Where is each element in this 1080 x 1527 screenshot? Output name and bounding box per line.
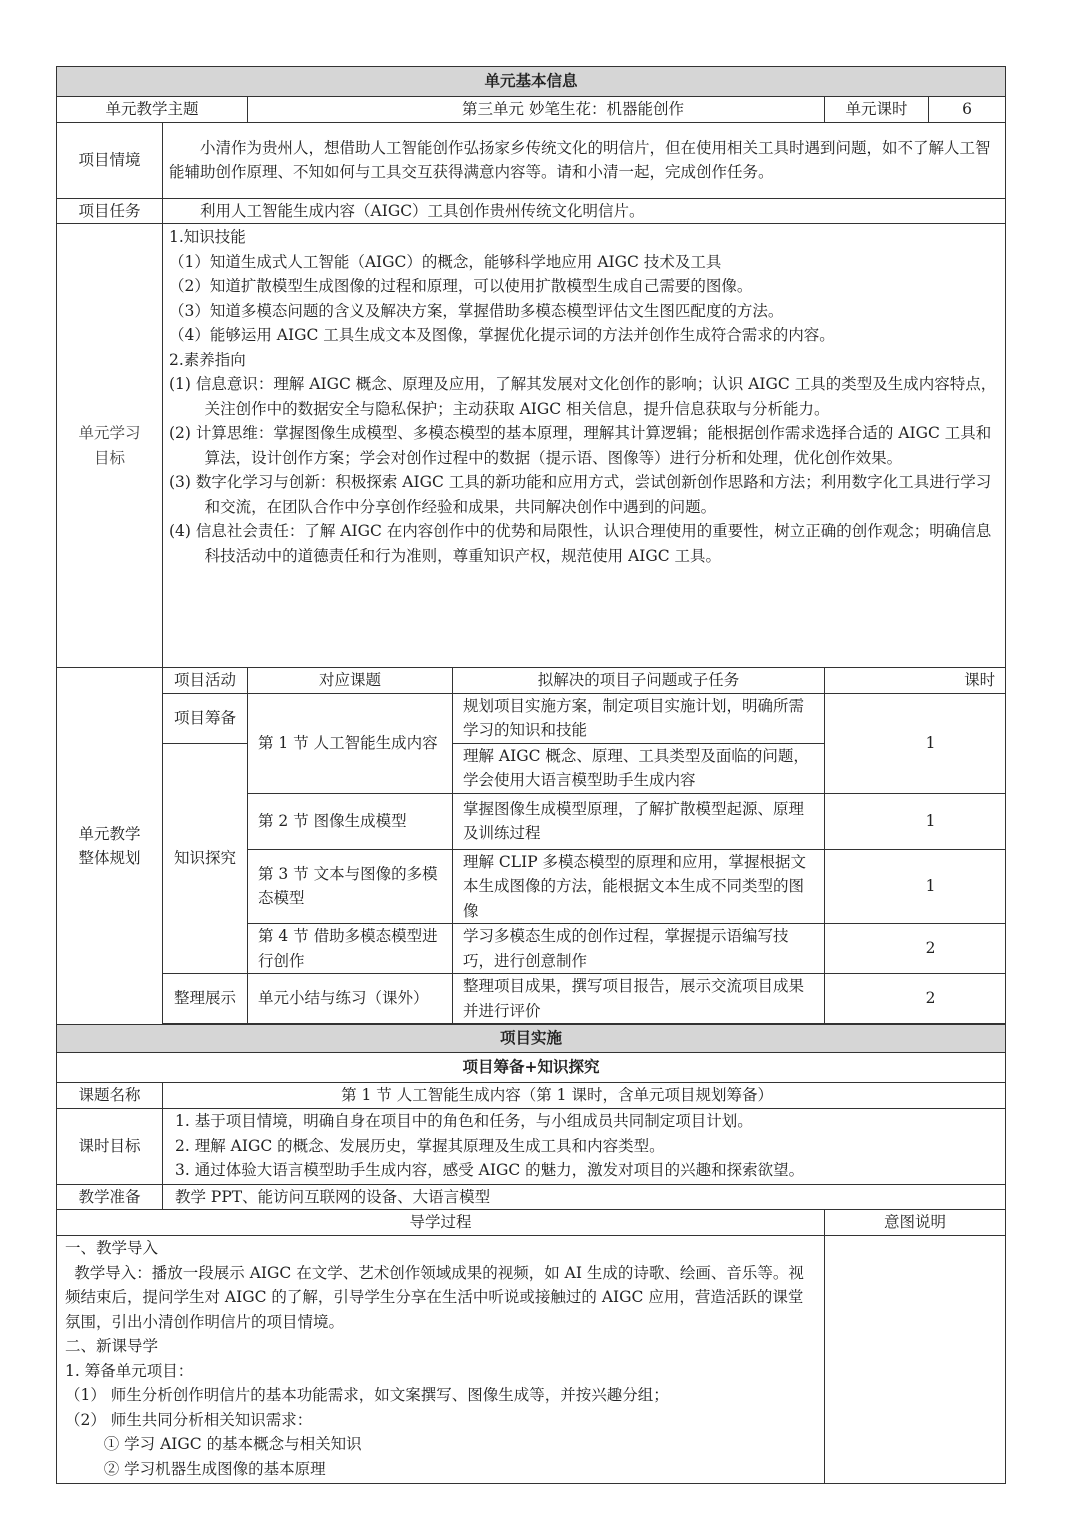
- intent-content: [825, 1236, 1006, 1484]
- literacy-item-1: (1) 信息意识：理解 AIGC 概念、原理及应用，了解其发展对文化创作的影响；认识 AIGC 工具的类型及生成内容特点，关注创作中的数据安全与隐私保护；主动获取 AIGC 相关信息，提升信息获取与分析能力。: [169, 375, 997, 418]
- plan-header-activity: 项目活动: [163, 668, 248, 694]
- step-1-title: 1. 筹备单元项目：: [65, 1361, 194, 1380]
- knowledge-item-1: （1）知道生成式人工智能（AIGC）的概念，能够科学地应用 AIGC 技术及工具: [169, 252, 722, 271]
- teaching-prep-value: 教学 PPT、能访问互联网的设备、大语言模型: [163, 1184, 1006, 1210]
- plan-lesson-5: 单元小结与练习（课外）: [248, 974, 453, 1024]
- task-paragraph: 利用人工智能生成内容（AIGC）工具创作贵州传统文化明信片。: [200, 201, 645, 220]
- intro-text: 教学导入：播放一段展示 AIGC 在文学、艺术创作领域成果的视频，如 AI 生成的诗歌、绘画、音乐等。视频结束后，提问学生对 AIGC 的了解，引导学生分享在生活中听说或接触过的 AIGC 应用，营造活跃的课堂氛围，引出小清创作明信片的项目情境。: [65, 1263, 804, 1331]
- plan-label: [57, 668, 163, 1025]
- plan-header-hours: 课时: [825, 668, 1006, 694]
- plan-task-3: 理解 CLIP 多模态模型的原理和应用，掌握根据文本生成图像的方法，能根据文本生成不同类型的图像: [453, 849, 825, 924]
- lesson-goal-label: 课时目标: [57, 1108, 163, 1184]
- document: [56, 66, 1005, 1484]
- new-lesson-title: 二、新课导学: [65, 1337, 159, 1355]
- situation-text: [163, 122, 1006, 198]
- activity-prep: 项目筹备: [163, 693, 248, 743]
- step-1-item-2: ② 学习机器生成图像的基本原理: [103, 1459, 326, 1478]
- plan-label-text: 单元教学整体规划: [78, 824, 141, 867]
- unit-theme-value: 第三单元 妙笔生花：机器能创作: [248, 97, 825, 123]
- situation-label: 项目情境: [57, 122, 163, 198]
- plan-lesson-1: 第 1 节 人工智能生成内容: [248, 693, 453, 793]
- activity-show: 整理展示: [163, 974, 248, 1024]
- task-text: [163, 198, 1006, 224]
- knowledge-item-2: （2）知道扩散模型生成图像的过程和原理，可以使用扩散模型生成自己需要的图像。: [169, 277, 753, 295]
- section-header-implementation: 项目实施: [57, 1025, 1006, 1053]
- task-label: 项目任务: [57, 198, 163, 224]
- step-1-sub-2: （2） 师生共同分析相关知识需求：: [65, 1410, 313, 1429]
- goals-label: [57, 224, 163, 668]
- plan-task-4: 学习多模态生成的创作过程，掌握提示语编写技巧，进行创意制作: [453, 924, 825, 974]
- intent-header: 意图说明: [825, 1210, 1006, 1236]
- plan-hours-3: 1: [825, 849, 1006, 924]
- activity-explore: 知识探究: [163, 743, 248, 974]
- goals-label-text: 单元学习目标: [78, 424, 141, 467]
- literacy-title: 2.素养指向: [169, 350, 246, 369]
- section-header-prep-explore: 项目筹备+知识探究: [57, 1053, 1006, 1083]
- process-content: [57, 1236, 825, 1484]
- literacy-item-3: (3) 数字化学习与创新：积极探索 AIGC 工具的新功能和应用方式，尝试创新创作思路和方法；利用数字化工具进行学习和交流，在团队合作中分享创作经验和成果，共同解决创作中遇到的问题。: [169, 473, 992, 516]
- unit-info-table: [56, 66, 1006, 1484]
- knowledge-item-3: （3）知道多模态问题的含义及解决方案，掌握借助多模态模型评估文生图匹配度的方法。: [169, 301, 784, 320]
- plan-hours-1: 1: [825, 693, 1006, 793]
- plan-task-1b: 理解 AIGC 概念、原理、工具类型及面临的问题，学会使用大语言模型助手生成内容: [453, 743, 825, 793]
- plan-header-lesson: 对应课题: [248, 668, 453, 694]
- lesson-goal-1: 1. 基于项目情境，明确自身在项目中的角色和任务，与小组成员共同制定项目计划。: [175, 1112, 753, 1131]
- teaching-prep-label: 教学准备: [57, 1184, 163, 1210]
- lesson-goal-3: 3. 通过体验大语言模型助手生成内容，感受 AIGC 的魅力，激发对项目的兴趣和探索欲望。: [175, 1161, 805, 1180]
- plan-header-task: 拟解决的项目子问题或子任务: [453, 668, 825, 694]
- goals-content: [163, 224, 1006, 668]
- lesson-goal-2: 2. 理解 AIGC 的概念、发展历史，掌握其原理及生成工具和内容类型。: [175, 1136, 665, 1155]
- plan-hours-5: 2: [825, 974, 1006, 1024]
- plan-hours-2: 1: [825, 793, 1006, 849]
- section-header-unit-info: 单元基本信息: [57, 67, 1006, 97]
- plan-task-2: 掌握图像生成模型原理，了解扩散模型起源、原理及训练过程: [453, 793, 825, 849]
- plan-task-1a: 规划项目实施方案，制定项目实施计划，明确所需学习的知识和技能: [453, 693, 825, 743]
- process-header: 导学过程: [57, 1210, 825, 1236]
- plan-lesson-4: 第 4 节 借助多模态模型进行创作: [248, 924, 453, 974]
- lesson-name-label: 课题名称: [57, 1083, 163, 1109]
- literacy-item-4: (4) 信息社会责任：了解 AIGC 在内容创作中的优势和局限性，认识合理使用的重要性，树立正确的创作观念；明确信息科技活动中的道德责任和行为准则，尊重知识产权，规范使用 AIGC 工具。: [169, 522, 992, 565]
- plan-hours-4: 2: [825, 924, 1006, 974]
- lesson-goals: [163, 1108, 1006, 1184]
- plan-lesson-3: 第 3 节 文本与图像的多模态模型: [248, 849, 453, 924]
- unit-hours-value: 6: [929, 97, 1006, 123]
- lesson-name-value: 第 1 节 人工智能生成内容（第 1 课时，含单元项目规划筹备）: [163, 1083, 1006, 1109]
- knowledge-item-4: （4）能够运用 AIGC 工具生成文本及图像，掌握优化提示词的方法并创作生成符合需求的内容。: [169, 326, 835, 344]
- unit-hours-label: 单元课时: [825, 97, 929, 123]
- knowledge-title: 1.知识技能: [169, 228, 246, 246]
- plan-lesson-2: 第 2 节 图像生成模型: [248, 793, 453, 849]
- plan-task-5: 整理项目成果，撰写项目报告，展示交流项目成果并进行评价: [453, 974, 825, 1024]
- step-1-sub-1: （1） 师生分析创作明信片的基本功能需求，如文案撰写、图像生成等，并按兴趣分组；: [65, 1386, 669, 1404]
- step-1-item-1: ① 学习 AIGC 的基本概念与相关知识: [103, 1435, 362, 1453]
- unit-theme-label: 单元教学主题: [57, 97, 248, 123]
- situation-paragraph: 小清作为贵州人，想借助人工智能创作弘扬家乡传统文化的明信片，但在使用相关工具时遇到问题，如不了解人工智能辅助创作原理、不知如何与工具交互获得满意内容等。请和小清一起，完成创作任务。: [169, 138, 991, 181]
- literacy-item-2: (2) 计算思维：掌握图像生成模型、多模态模型的基本原理，理解其计算逻辑；能根据创作需求选择合适的 AIGC 工具和算法，设计创作方案；学会对创作过程中的数据（提示语、图像等）进行分析和处理，优化创作效果。: [169, 424, 992, 467]
- intro-title: 一、教学导入: [65, 1239, 159, 1257]
